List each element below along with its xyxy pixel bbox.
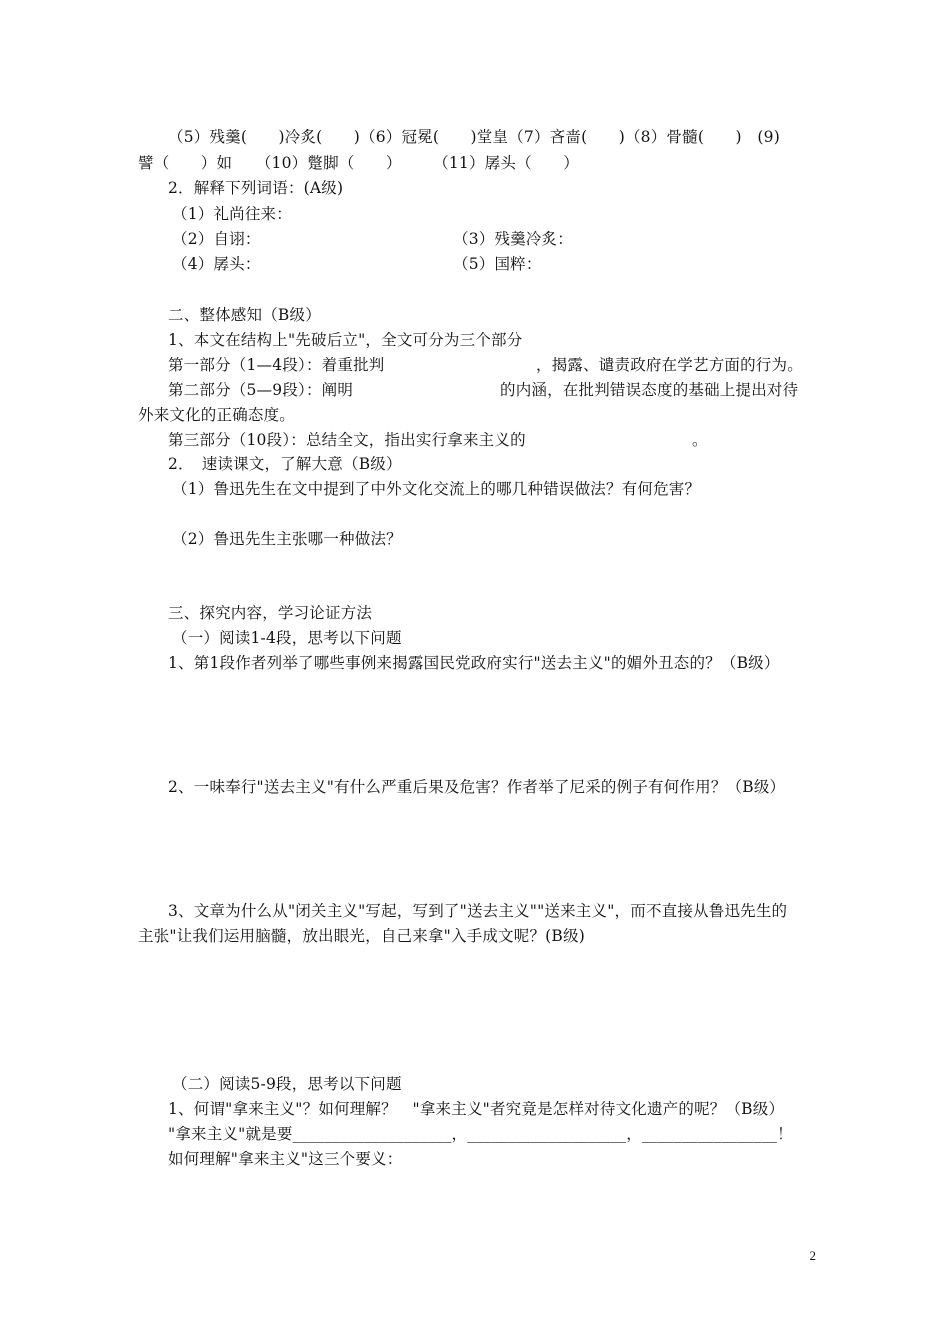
skim-heading: 2． 速读课文，了解大意（B级） [168,455,402,473]
page-number: 2 [809,1248,816,1263]
vocab-item-4: （4）孱头： [172,255,261,273]
part-2-label: 第二部分（5—9段）：阐明 [168,381,354,399]
question-1-3-continuation: 主张"让我们运用脑髓，放出眼光，自己来拿"入手成文呢？(B级) [138,927,585,945]
part-2-continuation: 外来文化的正确态度。 [138,406,296,424]
vocab-item-2: （2）自诩： [172,230,261,248]
understanding-prompt: 如何理解"拿来主义"这三个要义： [168,1150,403,1168]
vocab-item-5: （5）国粹： [453,255,542,273]
skim-question-1: （1）鲁迅先生在文中提到了中外文化交流上的哪几种错误做法？有何危害？ [172,480,701,498]
question-2-1: 1、何谓"拿来主义"？如何理解？ "拿来主义"者究竟是怎样对待文化遗产的呢？（B级） [168,1100,785,1118]
question-1-3: 3、文章为什么从"闭关主义"写起，写到了"送去主义""送来主义"，而不直接从鲁迅先生的 [168,902,788,920]
subsection-1-heading: （一）阅读1-4段，思考以下问题 [172,629,402,647]
section-2-heading: 二、整体感知（B级） [168,306,321,324]
section-3-heading: 三、探究内容，学习论证方法 [168,604,373,622]
part-2-tail: 的内涵，在批判错误态度的基础上提出对待 [500,381,799,399]
pronunciation-line-2: 譬（ ）如 （10）蹩脚（ ） （11）孱头（ ） [138,154,579,172]
fill-in-blanks-line: "拿来主义"就是要____________________，____________________，_________________！ [168,1125,793,1143]
pronunciation-line-1: （5）残羹( )冷炙( )（6）冠冕( )堂皇（7）吝啬( )（8）骨髓( ) (9) [168,128,780,146]
part-3-label: 第三部分（10段）：总结全文，指出实行拿来主义的 [168,431,526,449]
part-1-tail: ，揭露、谴责政府在学艺方面的行为。 [536,356,803,374]
part-1-label: 第一部分（1—4段）：着重批判 [168,356,385,374]
question-1-1: 1、第1段作者列举了哪些事例来揭露国民党政府实行"送去主义"的媚外丑态的？（B级） [168,654,780,672]
question-1-2: 2、一味奉行"送去主义"有什么严重后果及危害？作者举了尼采的例子有何作用？（B级） [168,778,786,796]
vocab-heading: 2．解释下列词语：(A级) [168,179,344,197]
structure-question: 1、本文在结构上"先破后立"，全文可分为三个部分 [168,331,523,349]
part-3-tail: 。 [692,431,708,449]
skim-question-2: （2）鲁迅先生主张哪一种做法？ [172,530,402,548]
vocab-item-1: （1）礼尚往来： [172,205,292,223]
subsection-2-heading: （二）阅读5-9段，思考以下问题 [172,1075,402,1093]
vocab-item-3: （3）残羹冷炙： [453,230,573,248]
